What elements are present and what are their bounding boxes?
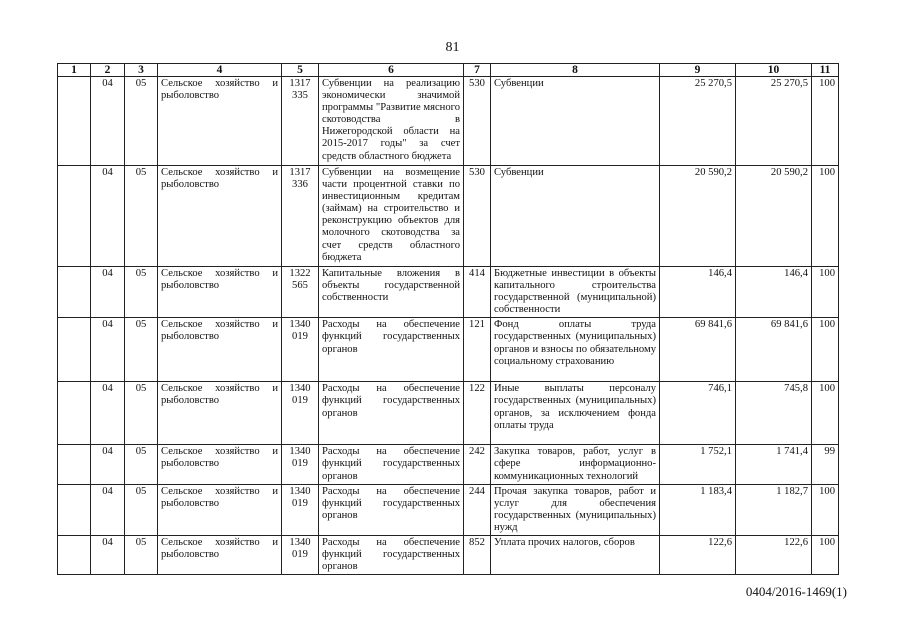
cell-subsection: 05: [125, 77, 158, 166]
cell-executed: 69 841,6: [736, 318, 812, 382]
col-header-1: 1: [58, 64, 91, 77]
cell-subsection: 05: [125, 536, 158, 575]
cell-expense-type-name: Прочая закупка товаров, работ и услуг для обеспечения государственных (муниципальных) нужд: [491, 484, 660, 535]
table-row: [58, 166, 839, 267]
cell-num: [58, 77, 91, 166]
col-header-7: 7: [464, 64, 491, 77]
cell-num: [58, 484, 91, 535]
col-header-9: 9: [660, 64, 736, 77]
cell-section-name: Сельское хозяйство и рыболовство: [158, 267, 282, 318]
cell-executed: 25 270,5: [736, 77, 812, 166]
cell-percent: 100: [812, 77, 839, 166]
cell-section-name: Сельское хозяйство и рыболовство: [158, 445, 282, 484]
table-row: [58, 77, 839, 166]
cell-expense-type-code: 122: [464, 382, 491, 445]
cell-executed: 122,6: [736, 536, 812, 575]
cell-target-name: Капитальные вложения в объекты государственной собственности: [319, 267, 464, 318]
cell-planned: 146,4: [660, 267, 736, 318]
cell-section-name: Сельское хозяйство и рыболовство: [158, 536, 282, 575]
cell-target-code: 1340 019: [282, 318, 319, 382]
cell-target-code: 1340 019: [282, 382, 319, 445]
cell-expense-type-name: Иные выплаты персоналу государственных (муниципальных) органов, за исключением фонда оплаты труда: [491, 382, 660, 445]
cell-target-code: 1340 019: [282, 484, 319, 535]
cell-target-code: 1340 019: [282, 445, 319, 484]
cell-section: 04: [91, 77, 125, 166]
cell-target-name: Расходы на обеспечение функций государственных органов: [319, 536, 464, 575]
cell-target-name: Расходы на обеспечение функций государственных органов: [319, 318, 464, 382]
cell-subsection: 05: [125, 445, 158, 484]
cell-target-code: 1317 335: [282, 77, 319, 166]
cell-target-code: 1317 336: [282, 166, 319, 267]
cell-num: [58, 318, 91, 382]
cell-section-name: Сельское хозяйство и рыболовство: [158, 484, 282, 535]
cell-planned: 20 590,2: [660, 166, 736, 267]
cell-section: 04: [91, 166, 125, 267]
cell-section-name: Сельское хозяйство и рыболовство: [158, 318, 282, 382]
table-row: [58, 318, 839, 382]
cell-section: 04: [91, 318, 125, 382]
cell-expense-type-name: Уплата прочих налогов, сборов: [491, 536, 660, 575]
cell-section-name: Сельское хозяйство и рыболовство: [158, 382, 282, 445]
cell-section: 04: [91, 445, 125, 484]
cell-expense-type-code: 414: [464, 267, 491, 318]
cell-subsection: 05: [125, 382, 158, 445]
cell-num: [58, 267, 91, 318]
cell-executed: 745,8: [736, 382, 812, 445]
table-row: [58, 536, 839, 575]
cell-expense-type-name: Бюджетные инвестиции в объекты капитального строительства государственной (муниципальной) собственности: [491, 267, 660, 318]
cell-executed: 1 741,4: [736, 445, 812, 484]
cell-section-name: Сельское хозяйство и рыболовство: [158, 166, 282, 267]
cell-executed: 20 590,2: [736, 166, 812, 267]
cell-planned: 122,6: [660, 536, 736, 575]
cell-expense-type-code: 530: [464, 166, 491, 267]
cell-planned: 25 270,5: [660, 77, 736, 166]
cell-expense-type-code: 852: [464, 536, 491, 575]
cell-num: [58, 166, 91, 267]
cell-expense-type-name: Фонд оплаты труда государственных (муниципальных) органов и взносы по обязательному социальному страхованию: [491, 318, 660, 382]
cell-num: [58, 536, 91, 575]
cell-expense-type-name: Субвенции: [491, 77, 660, 166]
cell-subsection: 05: [125, 318, 158, 382]
col-header-5: 5: [282, 64, 319, 77]
cell-target-code: 1322 565: [282, 267, 319, 318]
cell-target-name: Расходы на обеспечение функций государственных органов: [319, 382, 464, 445]
cell-num: [58, 382, 91, 445]
table-row: [58, 484, 839, 535]
cell-target-name: Субвенции на возмещение части процентной ставки по инвестиционным кредитам (займам) на строительство и реконструкцию объектов для молочного скотоводства за счет средств областного бюджета: [319, 166, 464, 267]
table-row: [58, 382, 839, 445]
page-number: 81: [445, 40, 460, 55]
cell-percent: 100: [812, 166, 839, 267]
cell-section: 04: [91, 267, 125, 318]
col-header-10: 10: [736, 64, 812, 77]
cell-percent: 100: [812, 484, 839, 535]
col-header-8: 8: [491, 64, 660, 77]
cell-expense-type-code: 242: [464, 445, 491, 484]
header-row: [58, 64, 839, 77]
col-header-2: 2: [91, 64, 125, 77]
cell-target-name: Расходы на обеспечение функций государственных органов: [319, 445, 464, 484]
col-header-4: 4: [158, 64, 282, 77]
cell-subsection: 05: [125, 484, 158, 535]
cell-executed: 1 182,7: [736, 484, 812, 535]
cell-subsection: 05: [125, 166, 158, 267]
cell-target-code: 1340 019: [282, 536, 319, 575]
cell-subsection: 05: [125, 267, 158, 318]
cell-planned: 69 841,6: [660, 318, 736, 382]
cell-expense-type-code: 121: [464, 318, 491, 382]
cell-target-name: Расходы на обеспечение функций государственных органов: [319, 484, 464, 535]
cell-section: 04: [91, 382, 125, 445]
col-header-11: 11: [812, 64, 839, 77]
cell-percent: 100: [812, 318, 839, 382]
cell-section-name: Сельское хозяйство и рыболовство: [158, 77, 282, 166]
cell-expense-type-name: Субвенции: [491, 166, 660, 267]
table-row: [58, 445, 839, 484]
cell-section: 04: [91, 484, 125, 535]
cell-expense-type-code: 530: [464, 77, 491, 166]
cell-percent: 100: [812, 382, 839, 445]
cell-percent: 100: [812, 536, 839, 575]
cell-expense-type-code: 244: [464, 484, 491, 535]
col-header-3: 3: [125, 64, 158, 77]
cell-planned: 1 183,4: [660, 484, 736, 535]
cell-expense-type-name: Закупка товаров, работ, услуг в сфере информационно-коммуникационных технологий: [491, 445, 660, 484]
cell-executed: 146,4: [736, 267, 812, 318]
table-row: [58, 267, 839, 318]
cell-planned: 1 752,1: [660, 445, 736, 484]
cell-target-name: Субвенции на реализацию экономически значимой программы "Развитие мясного скотоводства в Нижегородской области на 2015-2017 годы" за счет средств областного бюджета: [319, 77, 464, 166]
cell-percent: 100: [812, 267, 839, 318]
cell-section: 04: [91, 536, 125, 575]
document-code: 0404/2016-1469(1): [745, 584, 847, 599]
budget-table: [57, 63, 839, 575]
cell-planned: 746,1: [660, 382, 736, 445]
col-header-6: 6: [319, 64, 464, 77]
cell-num: [58, 445, 91, 484]
cell-percent: 99: [812, 445, 839, 484]
